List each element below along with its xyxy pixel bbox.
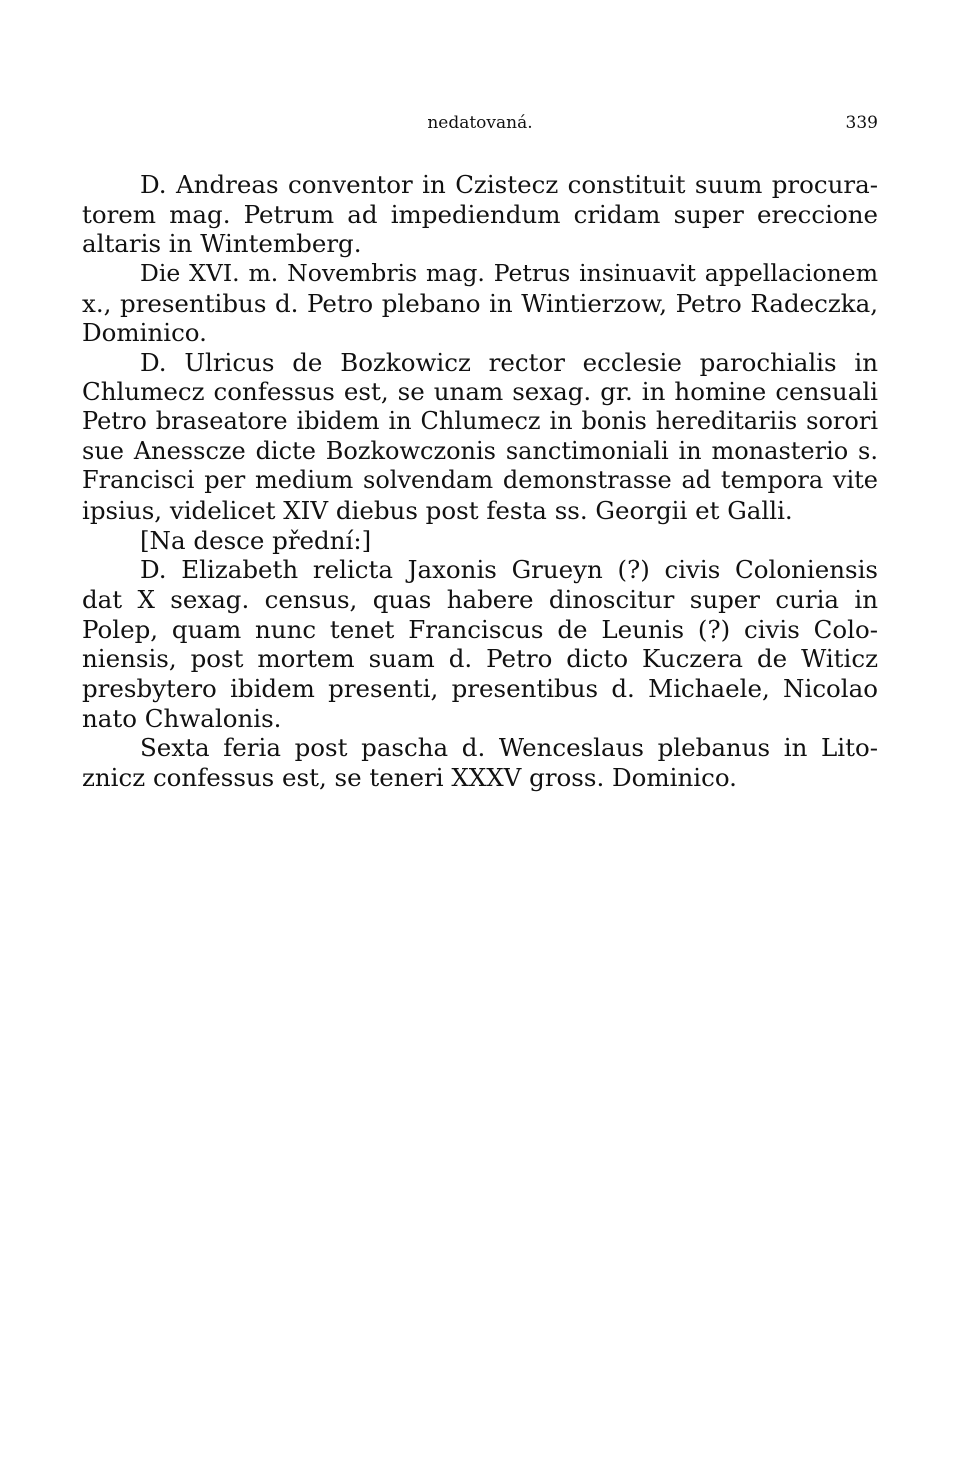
running-header xyxy=(82,113,878,137)
section-note: [Na desce přední:] xyxy=(140,525,372,555)
text-line: x., presentibus d. Petro plebano in Wintierzow, Petro Radeczka, xyxy=(82,288,878,318)
text-line: Petro braseatore ibidem in Chlumecz in bonis hereditariis sorori xyxy=(82,407,878,436)
text-line: D. Elizabeth relicta Jaxonis Grueyn (?) civis Coloniensis xyxy=(140,555,878,585)
text-line: torem mag. Petrum ad impediendum cridam super ereccione xyxy=(82,199,878,229)
text-line: dat X sexag. census, quas habere dinoscitur super curia in xyxy=(82,584,878,614)
text-line: znicz confessus est, se teneri XXXV gross. Dominico. xyxy=(82,762,737,792)
text-line: Polep, quam nunc tenet Franciscus de Leunis (?) civis Colo- xyxy=(82,614,878,644)
text-line: D. Andreas conventor in Czistecz constituit suum procura- xyxy=(140,170,878,199)
text-line: Dominico. xyxy=(82,318,207,348)
text-line: presbytero ibidem presenti, presentibus d. Michaele, Nicolao xyxy=(82,673,878,703)
text-line: sue Anesscze dicte Bozkowczonis sanctimoniali in monasterio s. xyxy=(82,436,878,465)
text-line: nato Chwalonis. xyxy=(82,703,282,733)
text-line: altaris in Wintemberg. xyxy=(82,229,362,259)
text-line: Francisci per medium solvendam demonstrasse ad tempora vite xyxy=(82,466,878,495)
text-line: Sexta feria post pascha d. Wenceslaus plebanus in Lito- xyxy=(140,733,878,763)
text-line: D. Ulricus de Bozkowicz rector ecclesie parochialis in xyxy=(140,347,878,377)
text-line: Chlumecz confessus est, se unam sexag. gr. in homine censuali xyxy=(82,377,878,407)
text-line: Die XVI. m. Novembris mag. Petrus insinuavit appellacionem xyxy=(140,258,878,287)
page-number: 339 xyxy=(845,113,878,133)
running-title: nedatovaná. xyxy=(427,113,533,133)
body-text xyxy=(82,170,878,792)
text-line: ipsius, videlicet XIV diebus post festa ss. Georgii et Galli. xyxy=(82,496,793,526)
text-line: niensis, post mortem suam d. Petro dicto Kuczera de Witicz xyxy=(82,644,878,674)
